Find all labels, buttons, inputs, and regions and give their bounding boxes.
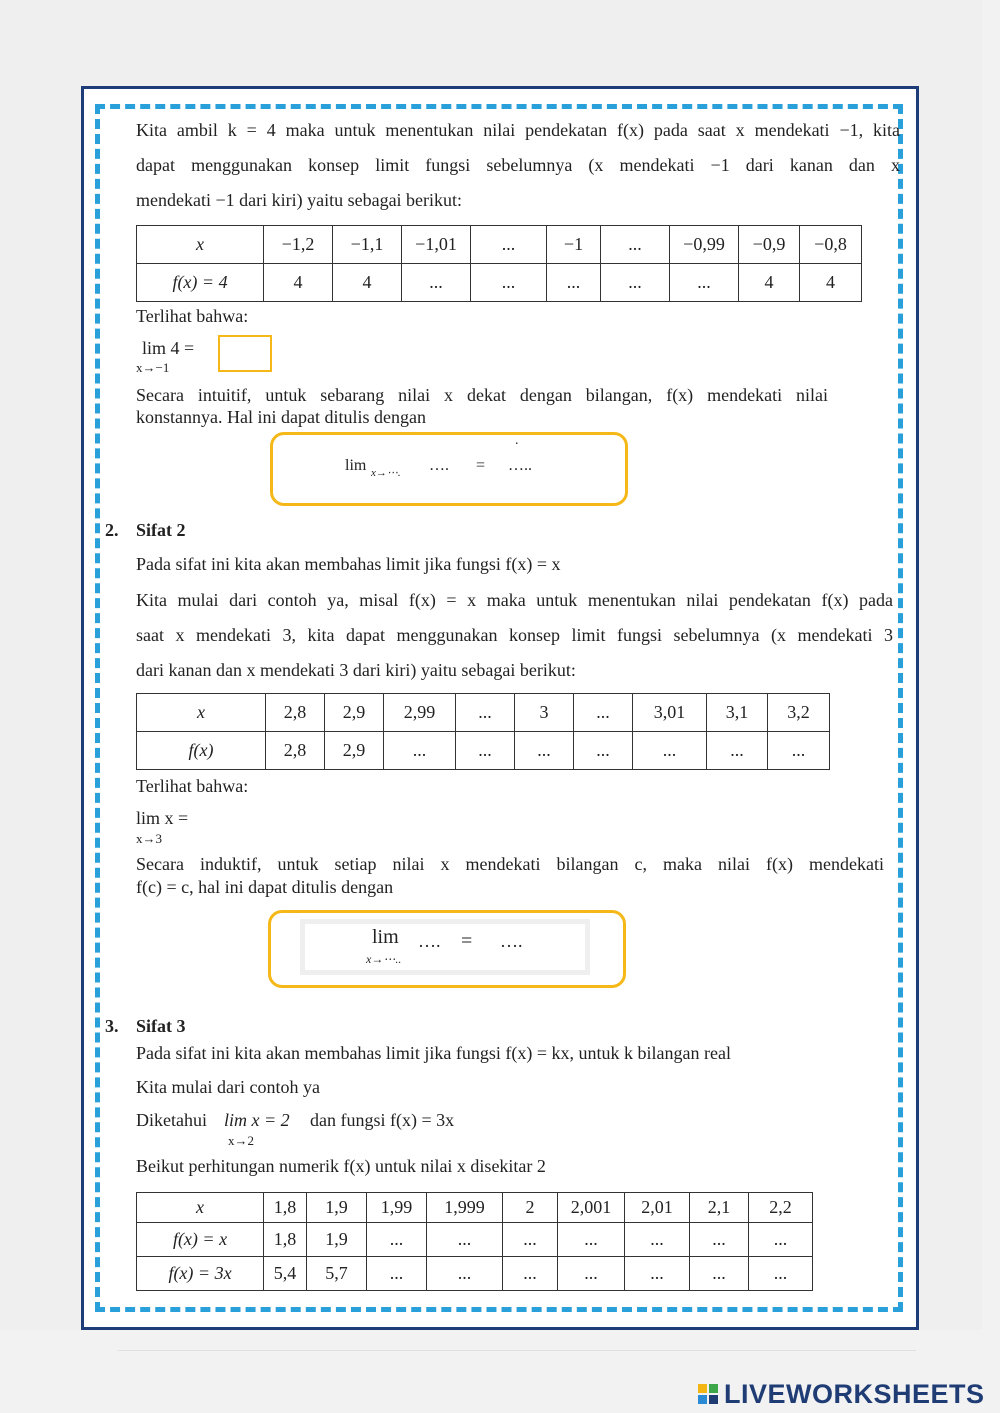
sifat3-diketahui: Diketahui (136, 1110, 207, 1130)
table-cell[interactable]: ... (547, 264, 601, 302)
table-cell: 3,01 (633, 694, 707, 732)
table-cell: 2 (503, 1193, 558, 1223)
table-cell: −0,8 (800, 226, 862, 264)
table-sifat-3 (136, 1192, 813, 1291)
table-cell: 2,01 (625, 1193, 690, 1223)
table-row (137, 226, 862, 264)
section-2-title: Sifat 2 (136, 520, 186, 540)
table-cell: 1,9 (307, 1193, 367, 1223)
sifat3-line-4: Beikut perhitungan numerik f(x) untuk nilai x disekitar 2 (136, 1156, 546, 1176)
sifat2-para-2: saat x mendekati 3, kita dapat menggunakan konsep limit fungsi sebelumnya (x mendekati 3 (136, 625, 893, 645)
sifat3-line-1: Pada sifat ini kita akan membahas limit jika fungsi f(x) = kx, untuk k bilangan real (136, 1043, 732, 1063)
table-cell: 2,99 (384, 694, 456, 732)
brand-name: LIVEWORKSHEETS (724, 1378, 985, 1409)
box1-result-input[interactable]: ….. (508, 457, 532, 474)
table-cell: −0,9 (739, 226, 800, 264)
box1-function-input[interactable]: …. (429, 457, 449, 474)
lim-expression-1: lim 4 = (142, 338, 195, 358)
table-cell: −1 (547, 226, 601, 264)
sifat3-line-2: Kita mulai dari contoh ya (136, 1077, 320, 1097)
table-cell[interactable]: ... (503, 1223, 558, 1257)
table-cell: 2,2 (749, 1193, 813, 1223)
table-cell[interactable]: ... (625, 1223, 690, 1257)
table-cell: 1,8 (264, 1223, 307, 1257)
table-cell: 1,9 (307, 1223, 367, 1257)
table-row (137, 1223, 813, 1257)
intro-line-3: mendekati −1 dari kiri) yaitu sebagai berikut: (136, 190, 463, 210)
table-cell: 2,9 (325, 694, 384, 732)
box2-lim: lim (372, 926, 399, 948)
table-row (137, 264, 862, 302)
table-cell[interactable]: ... (749, 1257, 813, 1291)
box1-lim: lim (345, 457, 367, 474)
sifat2-para-3: dari kanan dan x mendekati 3 dari kiri) yaitu sebagai berikut: (136, 660, 576, 680)
table-row (137, 1257, 813, 1291)
table-cell: 5,4 (264, 1257, 307, 1291)
table-cell: 2,001 (558, 1193, 625, 1223)
table-cell[interactable]: ... (625, 1257, 690, 1291)
table-cell[interactable]: ... (515, 732, 574, 770)
table-cell[interactable]: ... (749, 1223, 813, 1257)
table-row (137, 732, 830, 770)
table-cell[interactable]: ... (601, 226, 670, 264)
table-cell: 1,99 (367, 1193, 427, 1223)
table-cell[interactable]: ... (367, 1257, 427, 1291)
table-sifat-2 (136, 693, 830, 770)
table-cell[interactable]: ... (633, 732, 707, 770)
table-sifat-1 (136, 225, 862, 302)
sifat3-fungsi: dan fungsi f(x) = 3x (310, 1110, 455, 1130)
table-cell[interactable]: ... (427, 1223, 503, 1257)
table-cell: 3 (515, 694, 574, 732)
intro-line-1: Kita ambil k = 4 maka untuk menentukan nilai pendekatan f(x) pada saat x mendekati −1, kita (136, 120, 900, 140)
table-cell[interactable]: ... (456, 694, 515, 732)
table-cell[interactable]: ... (456, 732, 515, 770)
box2-result-input[interactable]: …. (500, 931, 523, 951)
row-label-cell: x (137, 226, 264, 264)
table-cell[interactable]: ... (690, 1223, 749, 1257)
table-cell: 3,1 (707, 694, 768, 732)
logo-square (709, 1384, 718, 1393)
table-row (137, 1193, 813, 1223)
liveworksheets-icon (698, 1384, 718, 1404)
table-cell: 2,8 (266, 694, 325, 732)
table-cell[interactable]: ... (402, 264, 471, 302)
table-cell[interactable]: ... (558, 1257, 625, 1291)
intuitif-line-1: Secara intuitif, untuk sebarang nilai x dekat dengan bilangan, f(x) mendekati nilai (136, 385, 828, 405)
row-label-cell: x (137, 694, 266, 732)
table-cell: −1,01 (402, 226, 471, 264)
table-cell[interactable]: ... (471, 264, 547, 302)
sifat3-lim: lim x = 2 (224, 1110, 290, 1130)
table-cell[interactable]: ... (601, 264, 670, 302)
table-cell: 4 (264, 264, 333, 302)
lim-subscript-2: x→3 (136, 831, 162, 846)
row-label-cell: f(x) = 4 (137, 264, 264, 302)
table-cell: −0,99 (670, 226, 739, 264)
table-cell: −1,1 (333, 226, 402, 264)
table-cell[interactable]: ... (558, 1223, 625, 1257)
row-label-cell: f(x) (137, 732, 266, 770)
formula-box-2-inner (300, 919, 590, 975)
table-cell: 5,7 (307, 1257, 367, 1291)
table-cell: 4 (739, 264, 800, 302)
box2-equals: = (461, 930, 473, 952)
box1-sub[interactable]: x→⋯. (371, 467, 401, 479)
sifat2-line-1: Pada sifat ini kita akan membahas limit jika fungsi f(x) = x (136, 554, 561, 574)
row-label-cell: f(x) = x (137, 1223, 264, 1257)
table-cell[interactable]: ... (574, 732, 633, 770)
liveworksheets-logo[interactable] (698, 1376, 985, 1412)
induktif-line-2: f(c) = c, hal ini dapat ditulis dengan (136, 877, 394, 897)
lim-expression-2: lim x = (136, 808, 189, 828)
row-label-cell: f(x) = 3x (137, 1257, 264, 1291)
table-cell: 2,1 (690, 1193, 749, 1223)
table-cell: 2,9 (325, 732, 384, 770)
table-cell[interactable]: ... (670, 264, 739, 302)
box2-function-input[interactable]: …. (418, 931, 441, 951)
logo-square (709, 1395, 718, 1404)
table-cell: 1,999 (427, 1193, 503, 1223)
section-3-number: 3. (105, 1016, 119, 1036)
box1-dot: . (515, 433, 519, 448)
answer-input-lim-1[interactable] (218, 335, 272, 372)
table-cell[interactable]: ... (427, 1257, 503, 1291)
logo-square (698, 1384, 707, 1393)
table-row (137, 694, 830, 732)
table-cell: 1,8 (264, 1193, 307, 1223)
intuitif-line-2: konstannya. Hal ini dapat ditulis dengan (136, 407, 426, 427)
section-2-number: 2. (105, 520, 119, 540)
table-cell: 2,8 (266, 732, 325, 770)
sifat2-para-1: Kita mulai dari contoh ya, misal f(x) = x maka untuk menentukan nilai pendekatan f(x) pada (136, 590, 893, 610)
table-cell[interactable]: ... (707, 732, 768, 770)
table-cell[interactable]: ... (574, 694, 633, 732)
table-cell: 4 (800, 264, 862, 302)
table-cell[interactable]: ... (503, 1257, 558, 1291)
formula-box-1 (270, 432, 628, 506)
table-cell[interactable]: ... (768, 732, 830, 770)
section-3-title: Sifat 3 (136, 1016, 186, 1036)
terlihat-label-1: Terlihat bahwa: (136, 306, 249, 326)
lim-subscript-1: x→−1 (136, 360, 170, 375)
terlihat-label-2: Terlihat bahwa: (136, 776, 249, 796)
box2-sub[interactable]: x→⋯.. (366, 952, 402, 966)
sifat3-lim-sub: x→2 (228, 1133, 254, 1148)
footer-divider (118, 1350, 916, 1351)
induktif-line-1: Secara induktif, untuk setiap nilai x mendekati bilangan c, maka nilai f(x) mendekati (136, 854, 884, 874)
intro-line-2: dapat menggunakan konsep limit fungsi sebelumnya (x mendekati −1 dari kanan dan x (136, 155, 900, 175)
table-cell[interactable]: ... (367, 1223, 427, 1257)
table-cell[interactable]: ... (384, 732, 456, 770)
table-cell: 4 (333, 264, 402, 302)
box1-equals: = (476, 457, 486, 474)
row-label-cell: x (137, 1193, 264, 1223)
table-cell[interactable]: ... (690, 1257, 749, 1291)
table-cell: −1,2 (264, 226, 333, 264)
table-cell: 3,2 (768, 694, 830, 732)
logo-square (698, 1395, 707, 1404)
table-cell[interactable]: ... (471, 226, 547, 264)
